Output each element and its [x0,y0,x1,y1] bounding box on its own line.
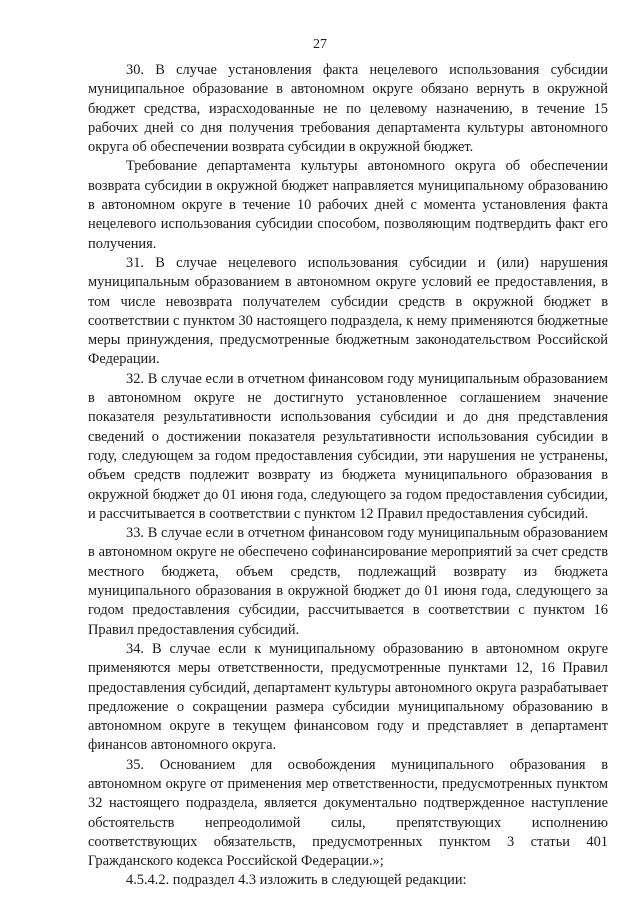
paragraph-item-30: 30. В случае установления факта нецелевого использования субсидии муниципальное образование в автономном округе обязано вернуть в окружной бюджет средства, израсходованные не по целевому назначению, в течение 15 рабочих дней со дня получения требования департамента культуры автономного округа об обеспечении возврата субсидии в окружной бюджет. [88,62,608,156]
paragraph-item-34: 34. В случае если к муниципальному образованию в автономном округе применяются меры ответственности, предусмотренные пунктами 12, 16 Правил предоставления субсидий, департамент культуры автономного округа разрабатывает предложение о сокращении размера субсидии муниципальному образованию в автономном округе в текущем финансовом году и представляет в департамент финансов автономного округа. [88,640,608,754]
paragraph-item-33: 33. В случае если в отчетном финансовом году муниципальным образованием в автономном округе не обеспечено софинансирование мероприятий за счет средств местного бюджета, объем средств, подлежащий возврату из бюджета муниципального образования в окружной бюджет до 01 июня года, следующего за годом предоставления субсидии, рассчитывается в соответствии с пунктом 16 Правил предоставления субсидий. [88,525,608,638]
paragraph-item-4-5-4-2: 4.5.4.2. подраздел 4.3 изложить в следующей редакции: [126,872,467,889]
paragraph-requirement-return: Требование департамента культуры автономного округа об обеспечении возврата субсидии в окружной бюджет направляется муниципальному образованию в автономном округе в течение 10 рабочих дней с момента установления факта нецелевого использования субсидии способом, позволяющим подтвердить факт его получения. [88,158,608,252]
page-number: 27 [313,37,327,52]
paragraph-item-31: 31. В случае нецелевого использования субсидии и (или) нарушения муниципальным образованием в автономном округе условий ее предоставления, в том числе невозврата получателем субсидии средств в окружной бюджет в соответствии с пунктом 30 настоящего подраздела, к нему применяются бюджетные меры принуждения, предусмотренные бюджетным законодательством Российской Федерации. [88,254,608,368]
paragraph-item-32: 32. В случае если в отчетном финансовом году муниципальным образованием в автономном округе не достигнуто установленное соглашением значение показателя результативности использования субсидии и до дня представления сведений о достижении показателя результативности использования субсидии в году, следующем за годом предоставления субсидии, эти нарушения не устранены, объем средств подлежит возврату из бюджета муниципального образования в окружной бюджет до 01 июня года, следующего за годом предоставления субсидии, и рассчитывается в соответствии с пунктом 12 Правил предоставления субсидий. [88,370,608,522]
document-body [88,61,608,891]
paragraph-item-35: 35. Основанием для освобождения муниципального образования в автономном округе от применения мер ответственности, предусмотренных пунктом 32 настоящего подраздела, является документально подтвержденное наступление обстоятельств непреодолимой силы, препятствующих исполнению соответствующих обязательств, предусмотренных пунктом 3 статьи 401 Гражданского кодекса Российской Федерации.»; [88,756,608,870]
